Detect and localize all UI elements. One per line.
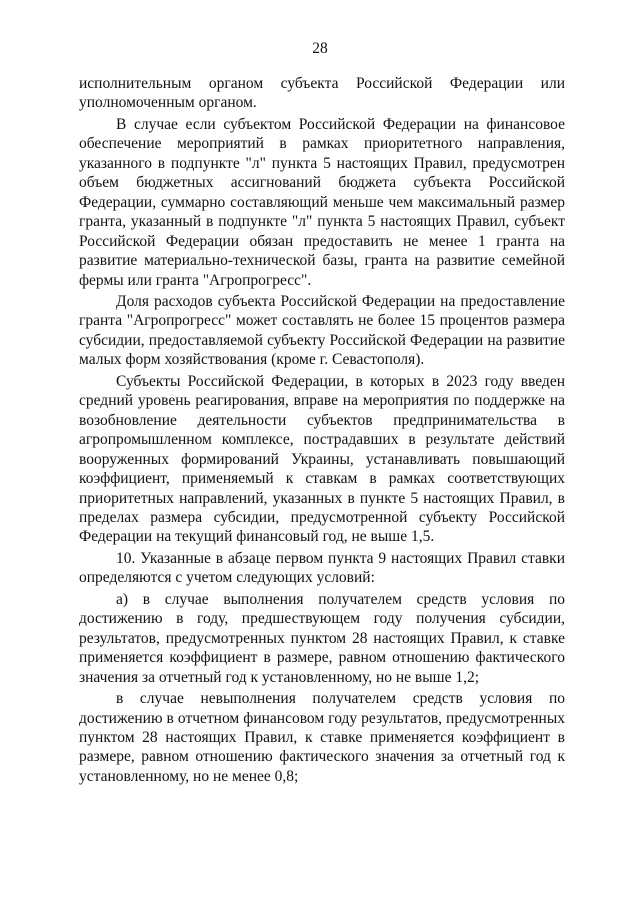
paragraph-increasing-coefficient: Субъекты Российской Федерации, в которых в 2023 году введен средний уровень реагирования, вправе на мероприятия по поддержке на возобновление деятельности субъектов предпринимательства в агропромышленном комплексе, пострадавших в результате действий вооруженных формирований Украины, устанавливать повышающий коэффициент, применяемый к ставкам в рамках соответствующих приоритетных направлений, указанных в пункте 5 настоящих Правил, в пределах размера субсидии, предусмотренной субъекту Российской Федерации на текущий финансовый год, не выше 1,5. — [79, 372, 565, 546]
paragraph-item-10a-nonfulfillment: в случае невыполнения получателем средств условия по достижению в отчетном финансовом году результатов, предусмотренных пунктом 28 настоящих Правил, к ставке применяется коэффициент в размере, равном отношению фактического значения за отчетный год к установленному, но не менее 0,8; — [79, 690, 565, 785]
paragraph-agroprogress-share: Доля расходов субъекта Российской Федерации на предоставление гранта "Агропрогресс" может составлять не более 15 процентов размера субсидии, предоставляемой субъекту Российской Федерации на развитие малых форм хозяйствования (кроме г. Севастополя). — [79, 292, 565, 369]
paragraph-grant-requirement: В случае если субъектом Российской Федерации на финансовое обеспечение мероприятий в рамках приоритетного направления, указанного в подпункте "л" пункта 5 настоящих Правил, предусмотрен объем бюджетных ассигнований бюджета субъекта Российской Федерации, суммарно составляющий меньше чем максимальный размер гранта, указанный в подпункте "л" пункта 5 настоящих Правил, субъект Российской Федерации обязан предоставить не менее 1 гранта на развитие материально-технической базы, гранта на развитие семейной фермы или гранта "Агропрогресс". — [79, 115, 565, 289]
paragraph-item-10: 10. Указанные в абзаце первом пункта 9 настоящих Правил ставки определяются с учетом следующих условий: — [79, 549, 565, 587]
document-body — [79, 74, 565, 788]
paragraph-item-10a: а) в случае выполнения получателем средств условия по достижению в году, предшествующем году получения субсидии, результатов, предусмотренных пунктом 28 настоящих Правил, к ставке применяется коэффициент в размере, равном отношению фактического значения за отчетный год к установленному, но не выше 1,2; — [79, 590, 565, 686]
paragraph-continuation: исполнительным органом субъекта Российской Федерации или уполномоченным органом. — [79, 75, 565, 112]
page-number: 28 — [312, 40, 328, 57]
